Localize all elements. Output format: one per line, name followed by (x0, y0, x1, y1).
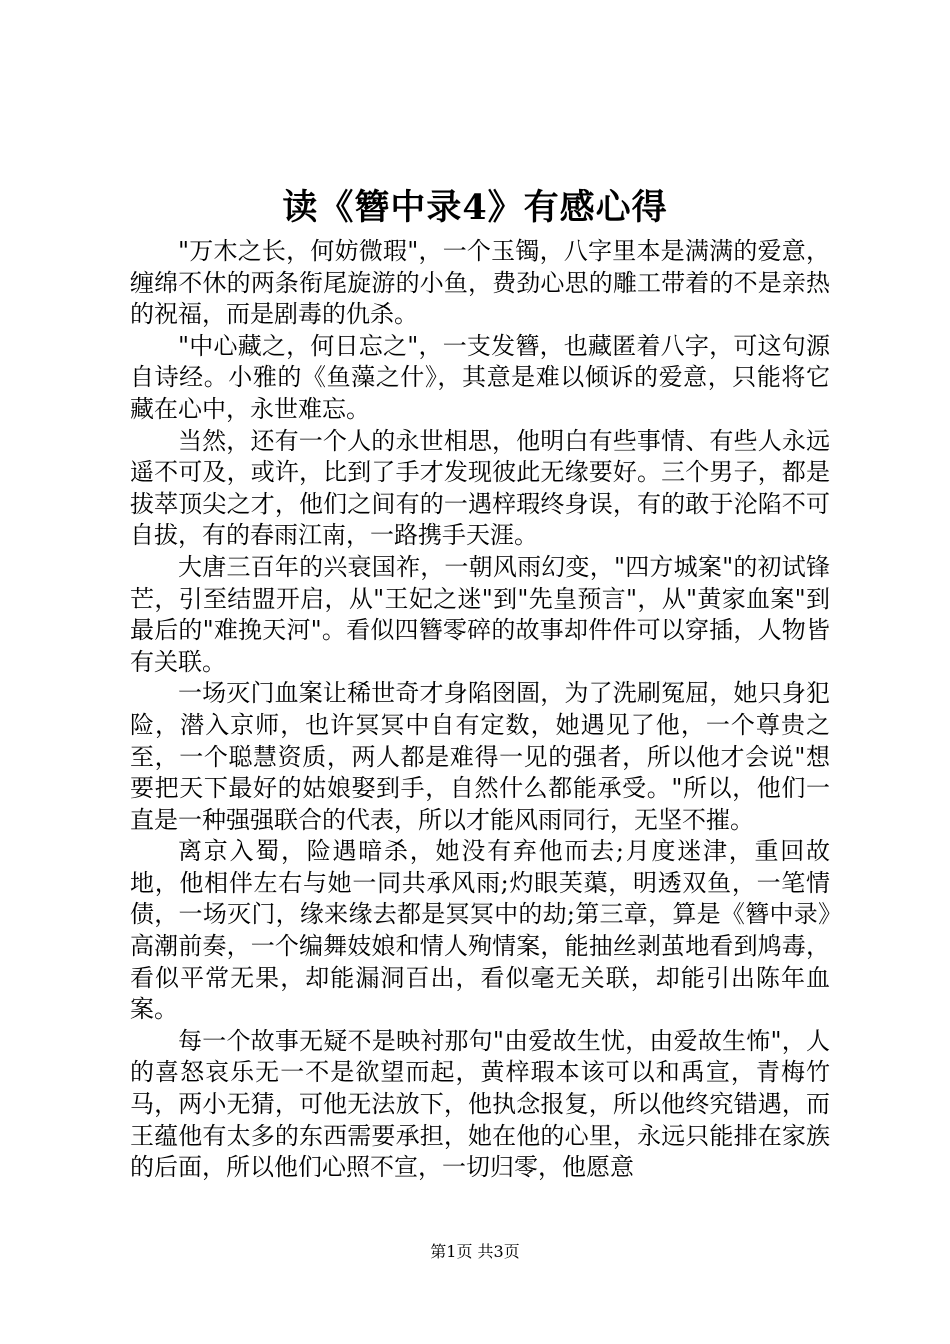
document-body (130, 236, 830, 1184)
paragraph: "万木之长，何妨微瑕"，一个玉镯，八字里本是满满的爱意，缠绵不休的两条衔尾旋游的小鱼，费劲心思的雕工带着的不是亲热的祝福，而是剧毒的仇杀。 (130, 237, 830, 329)
paragraph: 一场灭门血案让稀世奇才身陷囹圄，为了洗刷冤屈，她只身犯险，潜入京师，也许冥冥中自有定数，她遇见了他，一个尊贵之至，一个聪慧资质，两人都是难得一见的强者，所以他才会说"想要把天下最好的姑娘娶到手，自然什么都能承受。"所以，他们一直是一种强强联合的代表，所以才能风雨同行，无坚不摧。 (130, 679, 830, 834)
paragraph: 每一个故事无疑不是映衬那句"由爱故生忧，由爱故生怖"，人的喜怒哀乐无一不是欲望而起，黄梓瑕本该可以和禹宣，青梅竹马，两小无猜，可他无法放下，他执念报复，所以他终究错遇，而王蕴他有太多的东西需要承担，她在他的心里，永远只能排在家族的后面，所以他们心照不宣，一切归零，他愿意 (130, 1026, 830, 1182)
document-title: 读《簪中录4》有感心得 (282, 187, 668, 228)
paragraph: "中心藏之，何日忘之"，一支发簪，也藏匿着八字，可这句源自诗经。小雅的《鱼藻之什》，其意是难以倾诉的爱意，只能将它藏在心中，永世难忘。 (130, 331, 830, 423)
paragraph: 离京入蜀，险遇暗杀，她没有弃他而去;月度迷津，重回故地，他相伴左右与她一同共承风雨;灼眼芙蕖，明透双鱼，一笔情债，一场灭门，缘来缘去都是冥冥中的劫;第三章，算是《簪中录》高潮前奏，一个编舞妓娘和情人殉情案，能抽丝剥茧地看到鸠毒，看似平常无果，却能漏洞百出，看似毫无关联，却能引出陈年血案。 (130, 837, 830, 1024)
paragraph: 当然，还有一个人的永世相思，他明白有些事情、有些人永远遥不可及，或许，比到了手才发现彼此无缘要好。三个男子，都是拔萃顶尖之才，他们之间有的一遇梓瑕终身误，有的敢于沦陷不可自拔，有的春雨江南，一路携手天涯。 (130, 426, 830, 550)
page-number-footer: 第1页 共3页 (430, 1242, 520, 1261)
paragraph: 大唐三百年的兴衰国祚，一朝风雨幻变，"四方城案"的初试锋芒，引至结盟开启，从"王妃之迷"到"先皇预言"，从"黄家血案"到最后的"难挽天河"。看似四簪零碎的故事却件件可以穿插，人物皆有关联。 (130, 552, 830, 676)
